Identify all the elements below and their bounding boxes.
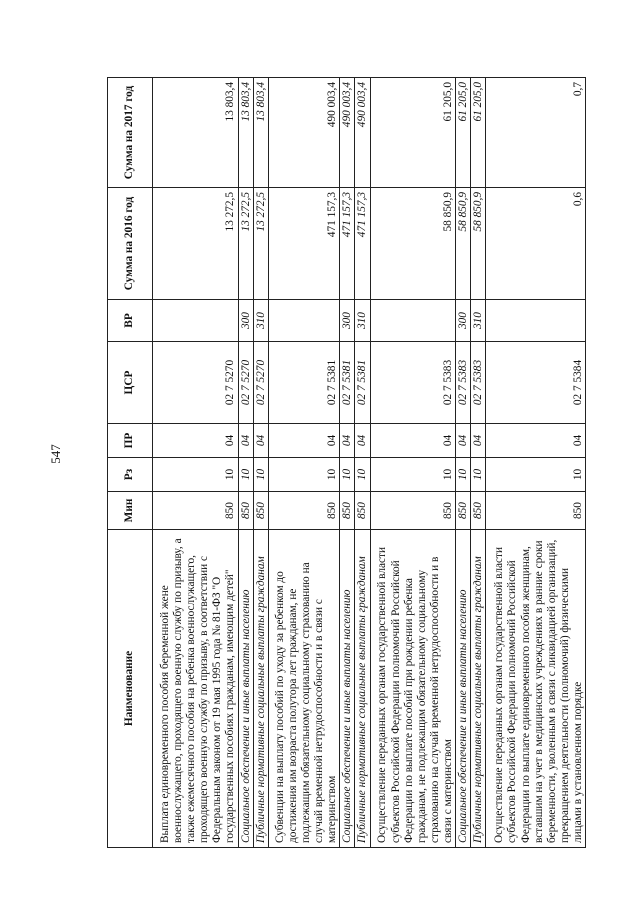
row-vr xyxy=(486,300,586,342)
header-vr: ВР xyxy=(108,300,153,342)
header-sum-2017: Сумма на 2017 год xyxy=(108,78,153,188)
row-name: Публичные нормативные социальные выплаты гражданам xyxy=(355,530,370,848)
row-vr xyxy=(268,300,339,342)
row-pr: 04 xyxy=(370,424,456,458)
row-vr xyxy=(153,300,239,342)
row-vr: 310 xyxy=(471,300,486,342)
row-sum-2017: 13 803,4 xyxy=(238,78,253,188)
row-csr: 02 7 5381 xyxy=(340,342,355,424)
row-csr: 02 7 5381 xyxy=(355,342,370,424)
row-name: Субвенции на выплату пособий по уходу за ребенком до достижения им возраста полутора лет гражданам, не подлежащим обязательному социальному страхованию на случай временной нетрудоспособности и в связи с материнством xyxy=(268,530,339,848)
row-csr: 02 7 5383 xyxy=(471,342,486,424)
row-sum-2017: 0,7 xyxy=(486,78,586,188)
row-vr xyxy=(370,300,456,342)
row-rz: 10 xyxy=(471,458,486,492)
page-number: 547 xyxy=(48,444,63,464)
table-row xyxy=(238,78,253,848)
row-name: Социальное обеспечение и иные выплаты населению xyxy=(238,530,253,848)
row-sum-2017: 490 003,4 xyxy=(355,78,370,188)
table-row xyxy=(486,78,586,848)
row-rz: 10 xyxy=(355,458,370,492)
row-sum-2017: 13 803,4 xyxy=(153,78,239,188)
row-csr: 02 7 5270 xyxy=(238,342,253,424)
row-sum-2016: 471 157,3 xyxy=(268,188,339,300)
row-pr: 04 xyxy=(153,424,239,458)
row-sum-2017: 490 003,4 xyxy=(268,78,339,188)
row-sum-2016: 13 272,5 xyxy=(238,188,253,300)
row-sum-2016: 0,6 xyxy=(486,188,586,300)
row-rz: 10 xyxy=(268,458,339,492)
row-sum-2017: 61 205,0 xyxy=(471,78,486,188)
row-sum-2016: 13 272,5 xyxy=(253,188,268,300)
header-sum-2016: Сумма на 2016 год xyxy=(108,188,153,300)
row-min: 850 xyxy=(355,492,370,530)
row-name: Публичные нормативные социальные выплаты гражданам xyxy=(471,530,486,848)
row-min: 850 xyxy=(253,492,268,530)
row-csr: 02 7 5384 xyxy=(486,342,586,424)
row-rz: 10 xyxy=(253,458,268,492)
row-sum-2017: 490 003,4 xyxy=(340,78,355,188)
row-pr: 04 xyxy=(340,424,355,458)
row-pr: 04 xyxy=(355,424,370,458)
row-min: 850 xyxy=(370,492,456,530)
row-vr: 310 xyxy=(253,300,268,342)
row-sum-2016: 471 157,3 xyxy=(340,188,355,300)
row-sum-2016: 13 272,5 xyxy=(153,188,239,300)
row-sum-2016: 58 850,9 xyxy=(471,188,486,300)
row-min: 850 xyxy=(268,492,339,530)
header-min: Мин xyxy=(108,492,153,530)
row-name: Социальное обеспечение и иные выплаты населению xyxy=(456,530,471,848)
header-name: Наименование xyxy=(108,530,153,848)
row-pr: 04 xyxy=(268,424,339,458)
row-rz: 10 xyxy=(238,458,253,492)
budget-table xyxy=(107,77,586,848)
row-min: 850 xyxy=(471,492,486,530)
rotated-table-container xyxy=(107,78,586,848)
row-vr: 300 xyxy=(238,300,253,342)
row-name: Осуществление переданных органам государственной власти субъектов Российской Федерации полномочий Российской Федерации по выплате пособий при рождении ребенка гражданам, не подлежащим обязательному социальному страхованию на случай временной нетрудоспособности и в связи с материнством xyxy=(370,530,456,848)
table-row xyxy=(456,78,471,848)
row-sum-2017: 13 803,4 xyxy=(253,78,268,188)
row-rz: 10 xyxy=(456,458,471,492)
table-row xyxy=(355,78,370,848)
row-vr: 300 xyxy=(340,300,355,342)
row-min: 850 xyxy=(456,492,471,530)
table-row xyxy=(340,78,355,848)
table-row xyxy=(153,78,239,848)
table-row xyxy=(253,78,268,848)
table-header-row xyxy=(108,78,153,848)
header-rz: Рз xyxy=(108,458,153,492)
row-vr: 300 xyxy=(456,300,471,342)
row-sum-2016: 58 850,9 xyxy=(370,188,456,300)
row-csr: 02 7 5270 xyxy=(153,342,239,424)
row-pr: 04 xyxy=(486,424,586,458)
row-sum-2016: 58 850,9 xyxy=(456,188,471,300)
row-csr: 02 7 5383 xyxy=(456,342,471,424)
row-pr: 04 xyxy=(238,424,253,458)
row-rz: 10 xyxy=(340,458,355,492)
row-min: 850 xyxy=(340,492,355,530)
row-min: 850 xyxy=(486,492,586,530)
table-row xyxy=(370,78,456,848)
row-min: 850 xyxy=(153,492,239,530)
row-sum-2017: 61 205,0 xyxy=(456,78,471,188)
row-name: Выплата единовременного пособия беременной жене военнослужащего, проходящего военную службу по призыву, а также ежемесячного пособия на ребенка военнослужащего, проходящего военную службу по призыву, в соответствии с Федеральным законом от 19 мая 1995 года № 81-ФЗ "О государственных пособиях гражданам, имеющим детей" xyxy=(153,530,239,848)
header-pr: ПР xyxy=(108,424,153,458)
row-pr: 04 xyxy=(471,424,486,458)
row-rz: 10 xyxy=(486,458,586,492)
table-row xyxy=(471,78,486,848)
row-csr: 02 7 5381 xyxy=(268,342,339,424)
header-csr: ЦСР xyxy=(108,342,153,424)
row-sum-2017: 61 205,0 xyxy=(370,78,456,188)
row-sum-2016: 471 157,3 xyxy=(355,188,370,300)
table-row xyxy=(268,78,339,848)
row-name: Осуществление переданных органам государственной власти субъектов Российской Федерации полномочий Российской Федерации по выплате единовременного пособия женщинам, вставшим на учет в медицинских учреждениях в ранние сроки беременности, уволенным в связи с ликвидацией организаций, прекращением деятельности (полномочий) физическими лицами в установленном порядке xyxy=(486,530,586,848)
row-rz: 10 xyxy=(153,458,239,492)
row-csr: 02 7 5383 xyxy=(370,342,456,424)
row-name: Публичные нормативные социальные выплаты гражданам xyxy=(253,530,268,848)
row-vr: 310 xyxy=(355,300,370,342)
row-pr: 04 xyxy=(456,424,471,458)
row-pr: 04 xyxy=(253,424,268,458)
row-min: 850 xyxy=(238,492,253,530)
row-name: Социальное обеспечение и иные выплаты населению xyxy=(340,530,355,848)
row-csr: 02 7 5270 xyxy=(253,342,268,424)
row-rz: 10 xyxy=(370,458,456,492)
